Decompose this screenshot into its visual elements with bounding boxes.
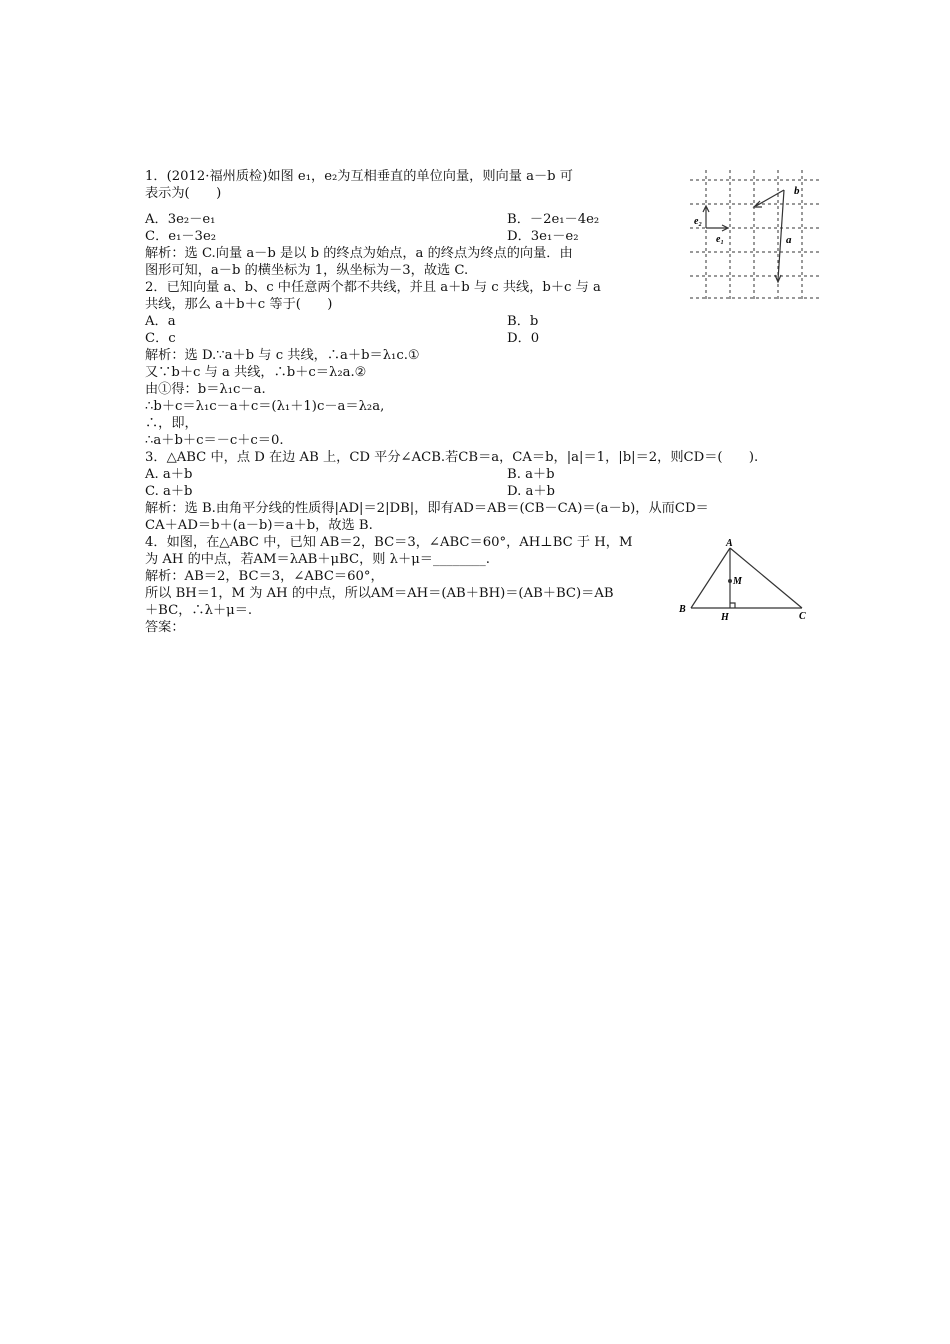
label-C: C bbox=[799, 611, 806, 622]
q3-solution-line2: CA＋AD＝b＋(a－b)＝a＋b，故选 B. bbox=[145, 518, 373, 533]
q1-options-row1 bbox=[145, 211, 685, 228]
q1-options-row2 bbox=[145, 228, 685, 245]
q4-solution-line1: 解析：AB＝2，BC＝3，∠ABC＝60°， bbox=[145, 569, 384, 584]
q1-solution-line1: 解析：选 C.向量 a－b 是以 b 的终点为始点，a 的终点为终点的向量．由 bbox=[145, 246, 573, 261]
q2-stem-line2: 共线，那么 a＋b＋c 等于( ) bbox=[145, 297, 333, 312]
triangle-figure bbox=[676, 536, 816, 626]
q1-option-c: C．e₁－3e₂ bbox=[145, 229, 217, 244]
label-B: B bbox=[679, 604, 686, 615]
triangle-svg bbox=[676, 536, 816, 626]
q2-solution-line1: 解析：选 D.∵a＋b 与 c 共线，∴a＋b＝λ₁c.① bbox=[145, 348, 420, 363]
q4-answer-label: 答案： bbox=[145, 620, 185, 635]
q4-stem-line1: 4．如图，在△ABC 中，已知 AB＝2，BC＝3，∠ABC＝60°，AH⊥BC 于 H，M bbox=[145, 535, 633, 550]
q1-solution-line2: 图形可知，a－b 的横坐标为 1，纵坐标为－3，故选 C. bbox=[145, 263, 469, 278]
q3-option-b: B. a＋b bbox=[507, 467, 555, 482]
q3-options-row1 bbox=[145, 466, 685, 483]
label-M: M bbox=[733, 576, 742, 587]
q2-options-row1 bbox=[145, 313, 685, 330]
q1-option-b: B．－2e₁－4e₂ bbox=[507, 212, 600, 227]
q3-option-d: D. a＋b bbox=[507, 484, 555, 499]
label-A: A bbox=[726, 538, 733, 549]
q3-option-a: A. a＋b bbox=[145, 467, 193, 482]
q1-option-d: D．3e₁－e₂ bbox=[507, 229, 579, 244]
q2-solution-line6: ∴a＋b＋c＝－c＋c＝0. bbox=[145, 433, 284, 448]
q2-solution-line2: 又∵b＋c 与 a 共线，∴b＋c＝λ₂a.② bbox=[145, 365, 367, 380]
q3-options-row2 bbox=[145, 483, 685, 500]
q2-option-d: D．0 bbox=[507, 331, 540, 346]
label-H: H bbox=[721, 612, 729, 623]
q2-option-a: A．a bbox=[145, 314, 176, 329]
vector-grid-figure bbox=[690, 170, 820, 302]
grid-lines bbox=[690, 170, 820, 302]
q3-solution-line1: 解析：选 B.由角平分线的性质得|AD|＝2|DB|，即有AD＝AB＝(CB－CA)＝(a－b)，从而CD＝ bbox=[145, 501, 709, 516]
q2-solution-line5: ∴，即， bbox=[145, 416, 198, 431]
q2-stem-line1: 2．已知向量 a、b、c 中任意两个都不共线，并且 a＋b 与 c 共线，b＋c 与 a bbox=[145, 280, 601, 295]
label-e2: e₂ bbox=[694, 216, 702, 227]
q1-stem-line2: 表示为( ) bbox=[145, 186, 222, 201]
q2-options-row2 bbox=[145, 330, 685, 347]
triangle-lines bbox=[691, 548, 802, 608]
q4-stem-line2: 为 AH 的中点，若AM＝λAB＋μBC，则 λ＋μ＝________. bbox=[145, 552, 490, 567]
q1-option-a: A．3e₂－e₁ bbox=[145, 212, 216, 227]
label-b: b bbox=[794, 185, 800, 197]
problem-text bbox=[145, 168, 759, 636]
label-e1: e₁ bbox=[716, 234, 724, 245]
q2-solution-line4: ∴b＋c＝λ₁c－a＋c＝(λ₁＋1)c－a＝λ₂a, bbox=[145, 399, 385, 414]
q2-option-c: C．c bbox=[145, 331, 176, 346]
label-a: a bbox=[786, 234, 792, 246]
point-m bbox=[728, 579, 732, 583]
vector-grid-svg bbox=[690, 170, 820, 302]
q3-option-c: C. a＋b bbox=[145, 484, 193, 499]
q4-solution-line2: 所以 BH＝1，M 为 AH 的中点，所以AM＝AH＝(AB＋BH)＝(AB＋BC)＝AB bbox=[145, 586, 614, 601]
q4-solution-line3: ＋BC，∴λ＋μ＝. bbox=[145, 603, 253, 618]
q3-stem: 3．△ABC 中，点 D 在边 AB 上，CD 平分∠ACB.若CB＝a，CA＝b，|a|＝1，|b|＝2，则CD＝( ). bbox=[145, 450, 759, 465]
q2-option-b: B．b bbox=[507, 314, 539, 329]
q2-solution-line3: 由①得：b＝λ₁c－a. bbox=[145, 382, 266, 397]
q1-stem-line1: 1．(2012·福州质检)如图 e₁，e₂为互相垂直的单位向量，则向量 a－b 可 bbox=[145, 169, 573, 184]
